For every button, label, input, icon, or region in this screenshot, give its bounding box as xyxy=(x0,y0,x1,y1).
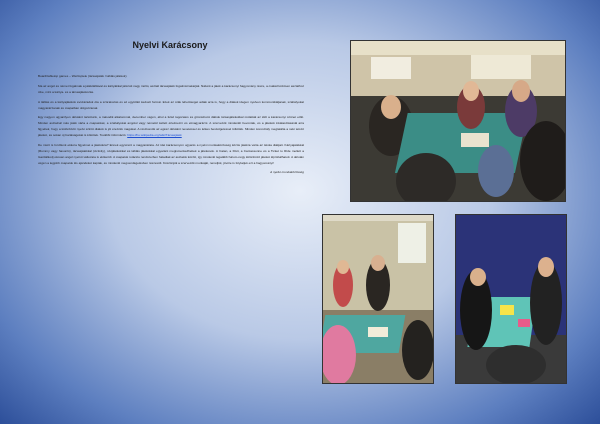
page-title: Nyelvi Karácsony xyxy=(132,40,208,50)
paragraph-1: Ma az angol és német fogalmak a játéktáblával és kártyákkal játszott nagy múltú, asztali társasjáték fogalmát takarják. Nálunk a játék a karácsonyi hagyomány része, a család közösen asztalhoz ülve, mint a kártya- és a társasjátékozás. xyxy=(38,83,304,94)
signature: A nyelvi munkaközösség xyxy=(270,170,304,175)
photo-right-illustration xyxy=(456,215,566,383)
article-subtitle: Board/tabletop games – Werttspiele (társasjáték / táblás játékok) xyxy=(38,74,127,78)
photo-students-around-board xyxy=(455,214,567,384)
photo-left-illustration xyxy=(323,215,433,383)
photo-top-illustration xyxy=(351,41,565,201)
wiki-link[interactable]: https://hu.wikipedia.org/wiki/Társasjáték xyxy=(127,133,182,137)
article-body xyxy=(38,74,304,176)
photo-game-table xyxy=(322,214,434,384)
photo-students-playing xyxy=(350,40,566,202)
paragraph-3: Egy nagyon ugyanilyen délutánt tartottunk, a második alkalommal, december végén, ahol a felső tagozatos és gimnáziumi diákok társasjátékokkal múlatták az időt a karácsonyi szünet előtt. Minden asztalnál más játék várta a csapatokat, a szabályokat angolul vagy németül kellett értelmezni és elmagyarázni. A szervezők mindenkit bevontak, és a játékok kiválasztásánál arra figyeltek, hogy a különböző nyelvi szintű diákok is jól érezzék magukat. A résztvevők az egész délutánt nevetéssel és lelkes beszélgetéssel töltötték. Minden korosztály megtalálta a neki tetsző játékot, és sokan új barátságokat is kötöttek. További információ: https://hu.wikipedia.org/wiki/Társasjáték xyxy=(38,115,304,137)
paragraph-2: A táblás és a kártyajátékok évszázadok óta a szórakozás és az együttlét kedvelt formái. Ezek az órák lehetőséget adtak arra is, hogy a diákok idegen nyelven kommunikáljanak, szabályokat magyarázzanak és csapatban dolgozzanak. xyxy=(38,99,304,110)
paragraph-4: De miért is fordítunk ekkora figyelmet a játékokra? Ennek egyszerű a magyarázata. Az idei karácsonyon ugyanis a nyelvi munkaközösség közös játékra várta az iskola diákjait. Kártyajátékkal (Rummy vagy hasonló), társasjátékkal (Activity), szójátékokkal és táblás játékokkal egyaránt megismerkedhettek a játékosok. A Catan, a Dixit, a Carcassonne és a Ticket to Ride mellett a Gazdálkodj okosan angol nyelvű változata is előkerült. A csapatok rotációs rendszerben haladtak az asztalok között, így mindenki legalább három-négy különböző játékot kipróbálhatott. A délután végén a legjobb csapatok kis ajándékot kaptak, és mindenki megvendégelésben részesült. Köszönjük a szervezők munkáját, reméljük, jövőre is folytatjuk ezt a hagyományt! xyxy=(38,142,304,165)
